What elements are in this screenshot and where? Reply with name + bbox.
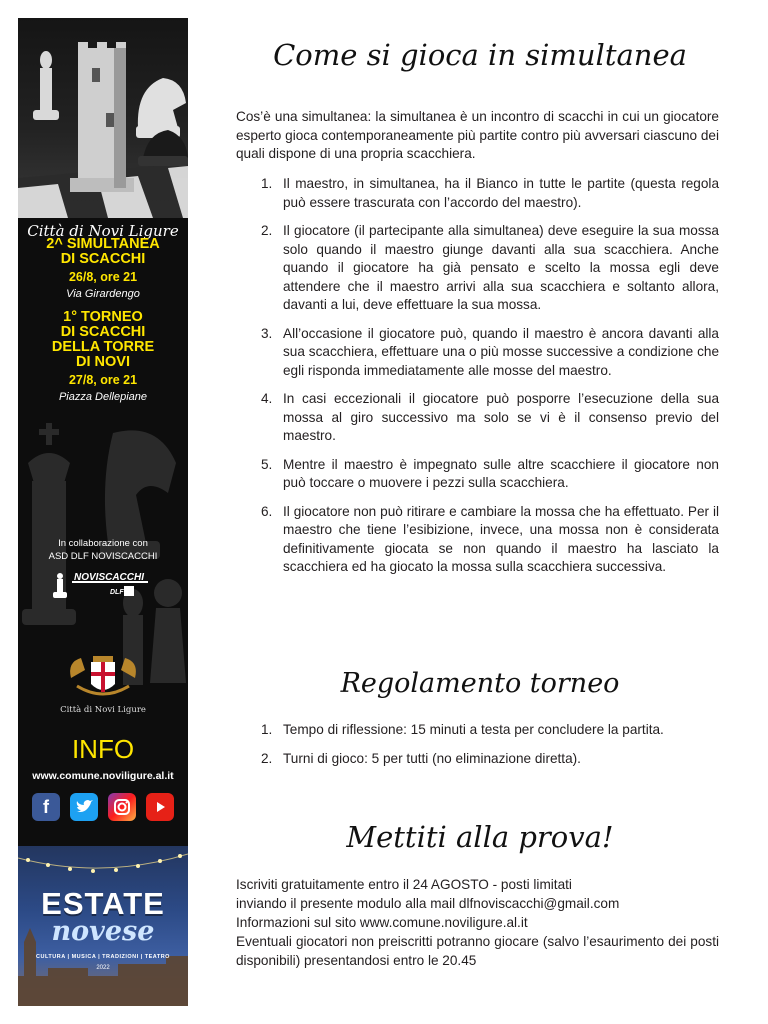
event1-date: 26/8, ore 21	[68, 270, 138, 284]
dlf-logo-text: DLF	[110, 589, 124, 596]
estate-tagline: CULTURA | MUSICA | TRADIZIONI | TEATRO	[36, 954, 170, 960]
youtube-icon[interactable]	[146, 793, 174, 821]
registration-info	[236, 875, 719, 970]
chess-pieces-illustration	[18, 18, 188, 218]
estate-year: 2022	[96, 965, 110, 971]
list-item-number: 5.	[261, 456, 273, 472]
list-item-number: 3.	[261, 325, 273, 341]
list-item-number: 4.	[261, 391, 273, 406]
list-item-text: Il giocatore (il partecipante alla simultanea) deve eseguire la sua mossa solo quando il maestro giunge davanti alla sua scacchiera. Anche quando il giocatore ha già pensato e scelto la mossa egli deve attendere che il maestro arrivi alla sua scacchiera e soltanto allora, davanti a lui, deve effettuare la sua mossa.	[283, 223, 719, 312]
website-link[interactable]: www.comune.noviligure.al.it	[32, 770, 174, 782]
sidebar-banner	[18, 18, 188, 1006]
noviscacchi-logo-text: NOVISCACCHI	[74, 572, 145, 583]
list-item-text: Il giocatore non può ritirare e cambiare la mossa che ha effettuato. Per il maestro che tiene l’esibizione, invece, una mossa non è considerata definitivamente giocata se non quando il maestro ha lasciato la scacchiera ed ha giocato la mossa sulla scacchiera successiva.	[283, 503, 719, 574]
twitter-icon[interactable]	[70, 793, 98, 821]
email-line: inviando il presente modulo alla mail dlfnoviscacchi@gmail.com	[236, 896, 620, 911]
noviscacchi-logo	[48, 570, 158, 604]
collaboration-text: In collaborazione con ASD DLF NOVISCACCHI	[48, 538, 158, 562]
list-item-number: 6.	[261, 503, 273, 519]
website-info-line: Informazioni sul sito www.comune.noviligure.al.it	[236, 915, 528, 930]
social-icons	[32, 793, 174, 823]
registration-line: Iscriviti gratuitamente entro il 24 AGOSTO - posti limitati	[236, 877, 572, 892]
list-item	[236, 456, 719, 493]
list-item-text: Tempo di riflessione: 15 minuti a testa per concludere la partita.	[283, 722, 664, 737]
event1-place: Via Girardengo	[66, 288, 140, 300]
list-item	[236, 721, 719, 740]
list-item-text: Turni di gioco: 5 per tutti (no eliminazione diretta).	[283, 750, 581, 766]
list-item	[236, 325, 719, 381]
event2-title: 1° TORNEO DI SCACCHI DELLA TORRE DI NOVI	[51, 309, 155, 370]
list-item	[236, 503, 719, 577]
heading-simultanea: Come si gioca in simultanea	[273, 38, 687, 72]
list-item	[236, 175, 719, 212]
instagram-icon[interactable]	[108, 793, 136, 821]
facebook-icon[interactable]: f	[32, 793, 60, 821]
event1-title: 2^ SIMULTANEA DI SCACCHI	[46, 236, 160, 267]
list-item-number: 2.	[261, 750, 273, 766]
estate-title: ESTATE	[41, 886, 165, 921]
estate-novese-banner	[18, 846, 188, 1006]
list-item-text: Il maestro, in simultanea, ha il Bianco in tutte le partite (questa regola può essere trascurata con l’accordo del maestro).	[283, 176, 719, 210]
list-item-text: All’occasione il giocatore può, quando il maestro è ancora davanti alla sua scacchiera, effettuare una o più mosse successive a condizione che egli risponda immediatamente alle mosse del maestro.	[283, 325, 719, 378]
crest-caption: Città di Novi Ligure	[60, 705, 146, 715]
event2-date: 27/8, ore 21	[68, 373, 138, 387]
list-item	[236, 750, 719, 769]
torneo-rules-list	[236, 721, 719, 778]
list-item-number: 2.	[261, 223, 273, 238]
list-item	[236, 222, 719, 315]
simultanea-rules-list	[236, 175, 719, 587]
heading-regolamento: Regolamento torneo	[340, 668, 620, 699]
city-name-script: Città di Novi Ligure	[27, 222, 179, 240]
event2-place: Piazza Dellepiane	[58, 391, 148, 403]
novese-title: novese	[51, 916, 155, 947]
info-label: INFO	[71, 734, 135, 764]
heading-mettiti-alla-prova: Mettiti alla prova!	[346, 820, 614, 854]
list-item-text: Mentre il maestro è impegnato sulle altre scacchiere il giocatore non può toccare o muovere i pezzi sulla scacchiera.	[283, 456, 719, 490]
list-item-number: 1.	[261, 176, 273, 191]
list-item-number: 1.	[261, 722, 273, 737]
intro-paragraph: Cos’è una simultanea: la simultanea è un incontro di scacchi in cui un giocatore esperto gioca contemporaneamente più partite contro più avversari ciascuno dei quali dispone di una propria scacchiera.	[236, 109, 719, 161]
list-item-text: In casi eccezionali il giocatore può posporre l’esecuzione della sua mossa al giro successivo ma solo se vi è il consenso previo del maestro.	[283, 391, 719, 443]
list-item	[236, 390, 719, 446]
late-players-line: Eventuali giocatori non preiscritti potranno giocare (salvo l’esaurimento dei posti disponibili) presentandosi entro le 20.45	[236, 934, 719, 968]
city-crest-icon	[63, 650, 143, 702]
